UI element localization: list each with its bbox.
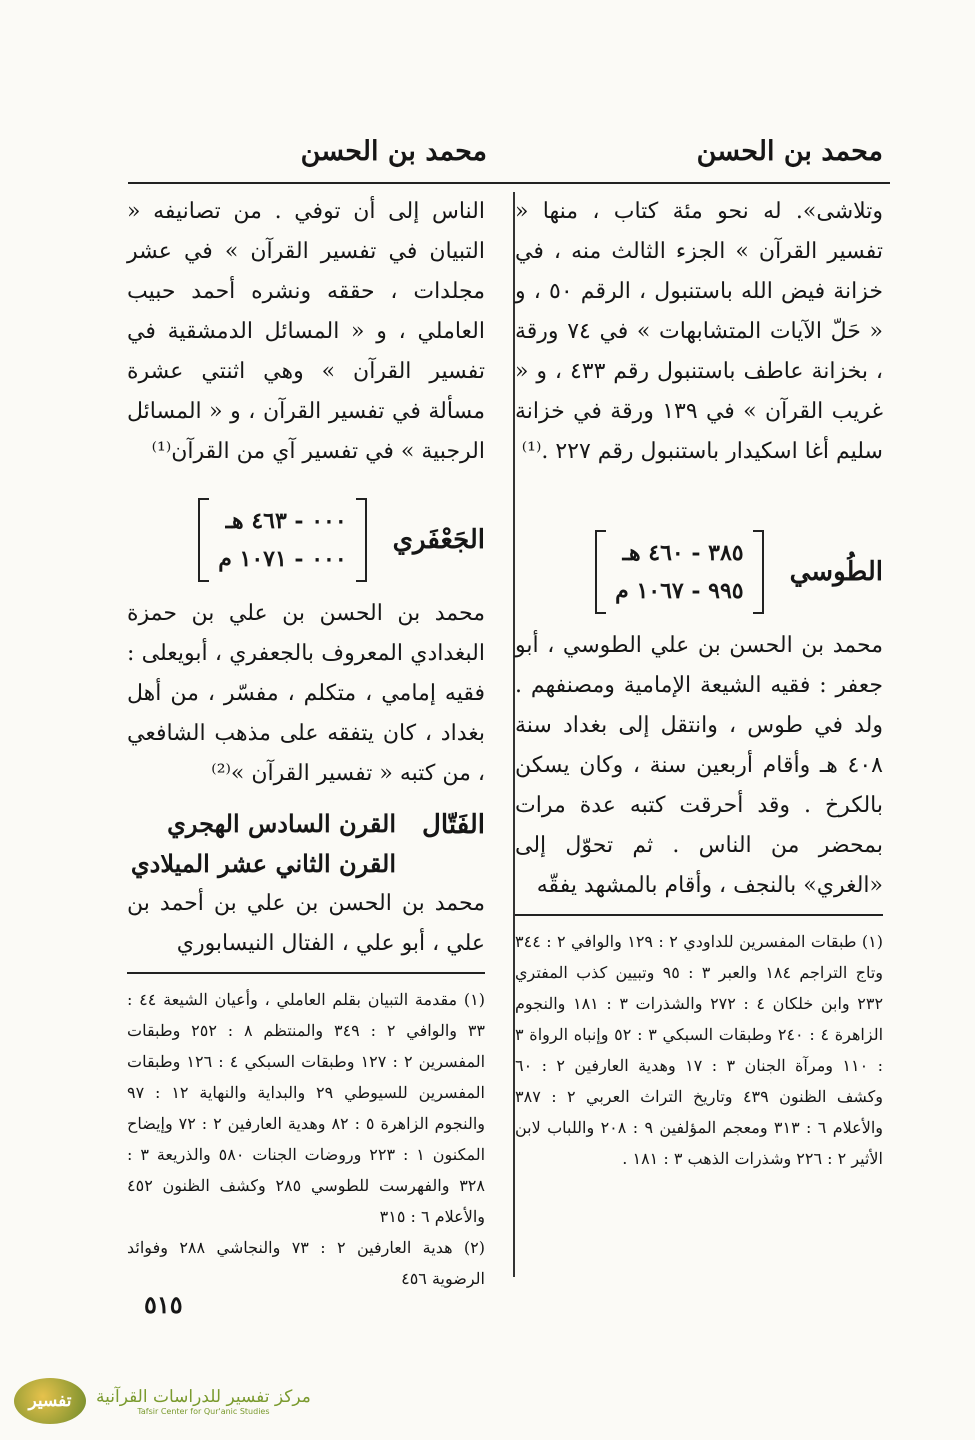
- right-footnote-1: (١) طبقات المفسرين للداودي ٢ : ١٢٩ والوافي ٢ : ٣٤٤ وتاج التراجم ١٨٤ والعبر ٣ : ٩٥ وتبيين كذب المفتري ٢٣٢ وابن خلكان ٤ : ٢٧٢ والشذرات ٣ : ١٨١ والنجوم الزاهرة ٤ : ٢٤٠ وطبقات السبكي ٣ : ٥٢ وإنباه الرواة ٣ : ١١٠ ومرآة الجنان ٣ : ١٧ وهدية العارفين ٢ : ٦٠ وكشف الظنون ٤٣٩ وتاريخ التراث العربي ٢ : ٣٨٧ والأعلام ٦ : ٣١٣ ومعجم المؤلفين ٩ : ٢٠٨ واللباب لابن الأثير ٢ : ٢٢٦ وشذرات الذهب ٣ : ١٨١ .: [515, 932, 884, 1168]
- jafari-entry-heading: [127, 498, 485, 582]
- fattal-century-gregorian: القرن الثاني عشر الميلادي: [130, 849, 397, 878]
- entry-name-tusi: الطُوسي: [789, 557, 883, 587]
- tusi-date-bracket: [595, 530, 763, 614]
- entry-name-fattal: الفَتّال: [422, 810, 485, 840]
- fattal-entry-heading: [127, 804, 485, 884]
- entry-name-jafari: الجَعْفَري: [392, 525, 485, 555]
- fattal-century-hijri: القرن السادس الهجري: [167, 809, 397, 838]
- left-column: [127, 192, 485, 1294]
- right-intro-paragraph: وتلاشى». له نحو مئة كتاب ، منها « تفسير القرآن » الجزء الثالث منه ، في خزانة فيض الله باستنبول ، الرقم ٥٠ ، و « حَلّ الآيات المتشابهات » في ٧٤ ورقة ، بخزانة عاطف باستنبول رقم ٤٣٣ ، و « غريب القرآن » في ١٣٩ ورقة في خزانة سليم أغا اسكيدار باستنبول رقم ٢٢٧ .⁽¹⁾: [515, 199, 884, 464]
- right-footnote-rule: [515, 914, 883, 916]
- jafari-biography: محمد بن الحسن بن علي بن حمزة البغدادي المعروف بالجعفري ، أبويعلى : فقيه إمامي ، متكلم ، مفسّر ، من أهل بغداد ، كان يتفقه على مذهب الشافعي ، من كتبه « تفسير القرآن »⁽²⁾: [127, 601, 485, 786]
- tusi-date-gregorian: ٩٩٥ - ١٠٦٧ م: [615, 578, 744, 604]
- jafari-date-bracket: [198, 498, 366, 582]
- logo-english-name: Tafsir Center for Qur'anic Studies: [137, 1406, 270, 1416]
- fattal-biography: محمد بن الحسن بن علي بن أحمد بن علي ، أبو علي ، الفتال النيسابوري: [127, 891, 485, 956]
- jafari-date-hijri: ٠٠٠ - ٤٦٣ هـ: [225, 508, 347, 534]
- left-intro-paragraph: الناس إلى أن توفي . من تصانيفه « التبيان في تفسير القرآن » في عشر مجلدات ، حققه ونشره أحمد حبيب العاملي ، و « المسائل الدمشقية في تفسير القرآن » وهي اثنتي عشرة مسألة في تفسير القرآن ، و « المسائل الرجبية » في تفسير آي من القرآن⁽¹⁾: [127, 199, 485, 464]
- tusi-entry-heading: [515, 530, 883, 614]
- jafari-date-gregorian: ٠٠٠ - ١٠٧١ م: [218, 546, 347, 572]
- running-header-right: محمد بن الحسن: [696, 136, 883, 167]
- publisher-logo: [14, 1378, 311, 1424]
- left-footnote-2: (٢) هدية العارفين ٢ : ٧٣ والنجاشي ٢٨٨ وفوائد الرضوية ٤٥٦: [127, 1238, 486, 1288]
- left-footnote-1: (١) مقدمة التبيان بقلم العاملي ، وأعيان الشيعة ٤٤ : ٣٣ والوافي ٢ : ٣٤٩ والمنتظم ٨ : ٢٥٢ وطبقات المفسرين ٢ : ١٢٧ وطبقات السبكي ٤ : ١٢٦ وطبقات المفسرين للسيوطي ٢٩ والبداية والنهاية ١٢ : ٩٧ والنجوم الزاهرة ٥ : ٨٢ وهدية العارفين ٢ : ٧٢ وإيضاح المكنون ١ : ٢٢٣ وروضات الجنات ٥٨٠ والذريعة ٣ : ٣٢٨ والفهرست للطوسي ٢٨٥ وكشف الظنون ٤٥٢ والأعلام ٦ : ٣١٥: [127, 990, 486, 1226]
- logo-text: [96, 1387, 311, 1416]
- logo-arabic-name: مركز تفسير للدراسات القرآنية: [96, 1386, 311, 1407]
- running-header-left: محمد بن الحسن: [300, 136, 487, 167]
- tusi-biography: محمد بن الحسن بن علي الطوسي ، أبو جعفر : فقيه الشيعة الإمامية ومصنفهم . ولد في طوس ، وانتقل إلى بغداد سنة ٤٠٨ هـ وأقام أربعين سنة ، وكان يسكن بالكرخ . وقد أحرقت كتبه عدة مرات بمحضر من الناس . ثم تحوّل إلى «الغري» بالنجف ، وأقام بالمشهد يفقّه: [515, 633, 883, 898]
- header-rule: [128, 182, 890, 184]
- fattal-century: [131, 804, 396, 884]
- left-footnote-rule: [127, 972, 485, 974]
- right-column: [515, 192, 883, 1174]
- logo-emblem-icon: تفسير: [14, 1378, 86, 1424]
- tusi-date-hijri: ٣٨٥ - ٤٦٠ هـ: [622, 540, 744, 566]
- page-number: ٥١٥: [144, 1290, 183, 1319]
